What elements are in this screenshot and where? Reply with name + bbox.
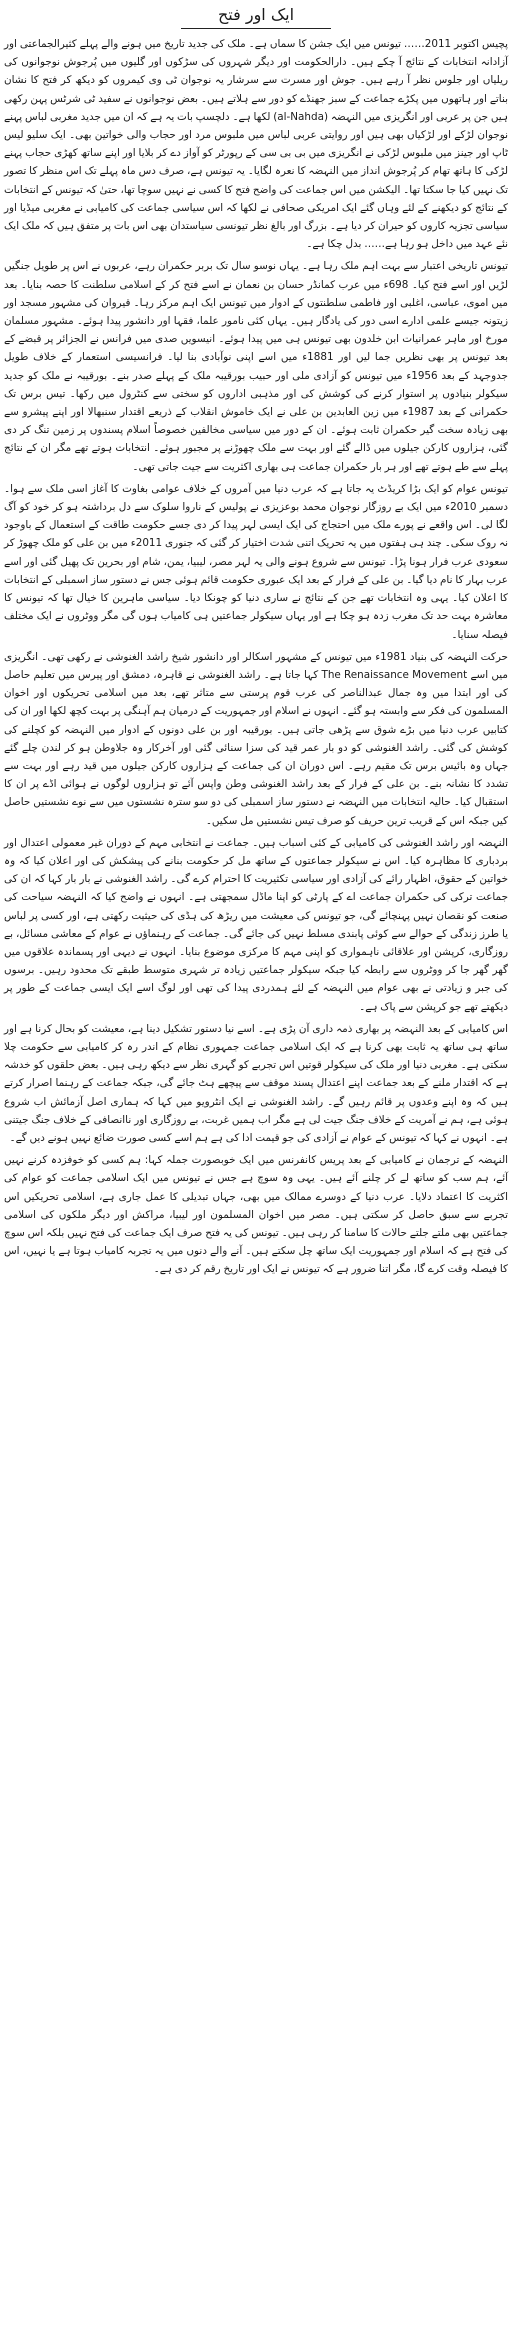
paragraph-4: حرکت النہضہ کی بنیاد 1981ء میں تیونس کے مشہور اسکالر اور دانشور شیخ راشد الغنوشی نے رکھی تھی۔ انگریزی میں اسے The Renaissance Movement کہا جاتا ہے۔ راشد الغنوشی نے قاہرہ، دمشق اور پیرس میں تعلیم حاصل کی اور ابتدا میں وہ جمال عبدالناصر کی عرب قوم پرستی سے متاثر تھے، بعد میں اسلامی تحریکوں اور اخوان المسلمون کی فکر سے وابستہ ہو گئے۔ انہوں نے اسلام اور جمہوریت کے درمیان ہم آہنگی پر بہت کچھ لکھا اور ان کی کتابیں عرب دنیا میں بڑے شوق سے پڑھی جاتی ہیں۔ بورقیبہ اور بن علی دونوں کے ادوار میں النہضہ کو کچلنے کی کوشش کی گئی۔ راشد الغنوشی کو دو بار عمر قید کی سزا سنائی گئی اور آخرکار وہ جلاوطن ہو کر لندن چلے گئے جہاں وہ بائیس برس تک مقیم رہے۔ اس دوران ان کی جماعت کے ہزاروں کارکن جیلوں میں قید رہے اور بہت سے تشدد کا نشانہ بنے۔ بن علی کے فرار کے بعد راشد الغنوشی وطن واپس آئے تو ہزاروں لوگوں نے ہوائی اڈے پر ان کا استقبال کیا۔ حالیہ انتخابات میں النہضہ نے دستور ساز اسمبلی کی دو سو سترہ نشستوں میں سے نوے نشستیں حاصل کیں جبکہ اس کے قریب ترین حریف کو صرف تیس نشستیں مل سکیں۔ [4, 650, 508, 827]
paragraph-2: تیونس تاریخی اعتبار سے بہت اہم ملک رہا ہے۔ یہاں نوسو سال تک بربر حکمران رہے، عربوں نے اس پر طویل جنگیں لڑیں اور اسے فتح کیا۔ 698ء میں عرب کمانڈر حسان بن نعمان نے اسے فتح کر کے اسلامی سلطنت کا حصہ بنایا۔ بعد میں اموی، عباسی، اغلبی اور فاطمی سلطنتوں کے ادوار میں تیونس ایک اہم مرکز رہا۔ قیروان کی مشہور مسجد اور زیتونہ جیسے علمی ادارے اسی دور کی یادگار ہیں۔ یہاں کئی نامور علما، فقہا اور دانشور پیدا ہوئے۔ مشہور مسلمان مورخ اور ماہر عمرانیات ابن خلدون بھی تیونس ہی میں پیدا ہوئے۔ انیسویں صدی میں فرانس نے الجزائر پر قبضے کے بعد تیونس پر بھی نظریں جما لیں اور 1881ء میں اسے اپنی نوآبادی بنا لیا۔ فرانسیسی استعمار کے خلاف طویل جدوجہد کے بعد 1956ء میں تیونس کو آزادی ملی اور حبیب بورقیبہ ملک کے پہلے صدر بنے۔ بورقیبہ نے ملک کو جدید سیکولر بنیادوں پر استوار کرنے کی کوشش کی اور مذہبی اداروں کو سختی سے کنٹرول میں رکھا۔ تیس برس تک حکمرانی کے بعد 1987ء میں زین العابدین بن علی نے ایک خاموش انقلاب کے ذریعے اقتدار سنبھالا اور اپنے پیشرو سے بھی زیادہ سخت گیر حکمران ثابت ہوئے۔ ان کے دور میں سیاسی مخالفین خصوصاً اسلام پسندوں پر زمین تنگ کر دی گئی، ہزاروں کارکن جیلوں میں ڈالے گئے اور بہت سے ملک چھوڑنے پر مجبور ہوئے۔ انتخابات ہوتے تھے مگر ان کے نتائج پہلے سے طے ہوتے تھے اور ہر بار حکمران جماعت ہی بھاری اکثریت سے جیت جاتی تھی۔ [4, 260, 509, 473]
article-title: ایک اور فتح [217, 5, 295, 24]
article-body [4, 35, 508, 1279]
paragraph-3: تیونس عوام کو ایک بڑا کریڈٹ یہ جاتا ہے کہ عرب دنیا میں آمروں کے خلاف عوامی بغاوت کا آغاز اسی ملک سے ہوا۔ دسمبر 2010ء میں ایک بے روزگار نوجوان محمد بوعزیزی نے پولیس کے ناروا سلوک سے دل برداشتہ ہو کر خود کو آگ لگا لی۔ اس واقعے نے پورے ملک میں احتجاج کی ایک ایسی لہر پیدا کر دی جسے حکومت طاقت کے استعمال کے باوجود نہ روک سکی۔ چند ہی ہفتوں میں یہ تحریک اتنی شدت اختیار کر گئی کہ جنوری 2011ء میں بن علی کو ملک چھوڑ کر سعودی عرب فرار ہونا پڑا۔ تیونس سے شروع ہونے والی یہ لہر مصر، لیبیا، یمن، شام اور بحرین تک پھیل گئی اور اسے عرب بہار کا نام دیا گیا۔ بن علی کے فرار کے بعد ایک عبوری حکومت قائم ہوئی جس نے دستور ساز اسمبلی کے انتخابات کا اعلان کیا۔ یہی وہ انتخابات تھے جن کے نتائج نے ساری دنیا کو چونکا دیا۔ سیاسی ماہرین کا خیال تھا کہ تیونس کا معاشرہ بہت حد تک مغرب زدہ ہو چکا ہے اور یہاں سیکولر جماعتیں ہی کامیاب ہوں گی مگر ووٹروں نے ایک مختلف فیصلہ سنایا۔ [4, 482, 508, 641]
paragraph-5: النہضہ اور راشد الغنوشی کی کامیابی کے کئی اسباب ہیں۔ جماعت نے انتخابی مہم کے دوران غیر معمولی اعتدال اور بردباری کا مظاہرہ کیا۔ اس نے سیکولر جماعتوں کے ساتھ مل کر حکومت بنانے کی پیشکش کی اور اعلان کیا کہ وہ خواتین کے حقوق، اظہار رائے کی آزادی اور سیاسی تکثیریت کا احترام کرے گی۔ راشد الغنوشی نے بار بار کہا کہ ان کی جماعت ترکی کی حکمران جماعت اے کے پارٹی کو اپنا ماڈل سمجھتی ہے۔ انہوں نے واضح کیا کہ النہضہ سیاحت کی صنعت کو نقصان نہیں پہنچائے گی، جو تیونس کی معیشت میں ریڑھ کی ہڈی کی حیثیت رکھتی ہے، اور کسی پر لباس یا طرز زندگی کے حوالے سے کوئی پابندی مسلط نہیں کی جائے گی۔ جماعت کے رہنماؤں نے عوام کے معاشی مسائل، بے روزگاری، کرپشن اور علاقائی ناہمواری کو اپنی مہم کا مرکزی موضوع بنایا۔ انہوں نے دیہی اور پسماندہ علاقوں میں گھر گھر جا کر ووٹروں سے رابطہ کیا جبکہ سیکولر جماعتیں زیادہ تر شہری متوسط طبقے تک محدود رہیں۔ برسوں کی جبر و زیادتی نے بھی عوام میں النہضہ کے لئے ہمدردی پیدا کی تھی اور لوگ اسے ایک ایسی جماعت کے طور پر دیکھتے تھے جو کرپشن سے پاک ہے۔ [4, 836, 508, 1013]
paragraph-1: پچیس اکتوبر 2011…… تیونس میں ایک جشن کا سماں ہے۔ ملک کی جدید تاریخ میں ہونے والے پہلے کثیرالجماعتی اور آزادانہ انتخابات کے نتائج آ چکے ہیں۔ دارالحکومت اور دیگر شہروں کی سڑکوں اور گلیوں میں پُرجوش نوجوانوں کی ریلیاں اور جلوس نظر آ رہے ہیں۔ جوش اور مسرت سے سرشار یہ نوجوان ٹی وی کیمروں کو دیکھ کر فتح کا نشان بناتے اور ہاتھوں میں پکڑے جماعت کے سبز جھنڈے کو دور سے ہلاتے ہیں۔ بعض نوجوانوں نے سفید ٹی شرٹس پہن رکھی ہیں جن پر عربی اور انگریزی میں النہضہ (al-Nahda) لکھا ہے۔ دلچسپ بات یہ ہے کہ ان میں جدید مغربی لباس پہنے نوجوان لڑکے اور لڑکیاں بھی ہیں اور روایتی عربی لباس میں ملبوس مرد اور حجاب والی خواتین بھی۔ ایک سلیو لیس ٹاپ اور جینز میں ملبوس لڑکی نے انگریزی میں بی بی سی کے رپورٹر کو آواز دے کر بلایا اور اپنے ساتھ کھڑی حجاب پہنے لڑکی کا ہاتھ تھام کر پُرجوش انداز میں النہضہ کا نعرہ لگایا۔ یہ تیونس ہے، صرف دس ماہ پہلے تک اس منظر کا تصور تک نہیں کیا جا سکتا تھا۔ الیکشن میں اس جماعت کی واضح فتح کا کسی نے نہیں سوچا تھا، حتیٰ کہ تیونس کے انتخابات کے نتائج کو دیکھنے کے لئے وہاں گئے ایک امریکی صحافی نے لکھا کہ اس سیاسی جماعت کی کامیابی نے مغربی میڈیا اور سیاسی تجزیہ کاروں کو حیران کر دیا ہے۔ بزرگ اور بالغ نظر تیونسی سیاستدان بھی اس بات پر متفق ہیں کہ ملک ایک نئے عہد میں داخل ہو رہا ہے…… بدل چکا ہے۔ [4, 38, 508, 251]
paragraph-6: اس کامیابی کے بعد النہضہ پر بھاری ذمہ داری آن پڑی ہے۔ اسے نیا دستور تشکیل دینا ہے، معیشت کو بحال کرنا ہے اور ساتھ ہی ساتھ یہ ثابت بھی کرنا ہے کہ ایک اسلامی جماعت جمہوری نظام کے اندر رہ کر کامیابی سے حکومت چلا سکتی ہے۔ مغربی دنیا اور ملک کی سیکولر قوتیں اس تجربے کو گہری نظر سے دیکھ رہی ہیں۔ بعض حلقوں کو خدشہ ہے کہ اقتدار ملنے کے بعد جماعت اپنے اعتدال پسند موقف سے پیچھے ہٹ جائے گی، جبکہ جماعت کے رہنما اصرار کرتے ہیں کہ وہ اپنے وعدوں پر قائم رہیں گے۔ راشد الغنوشی نے ایک انٹرویو میں کہا کہ ہماری اصل آزمائش اب شروع ہوئی ہے، ہم نے آمریت کے خلاف جنگ جیت لی ہے مگر اب ہمیں غربت، بے روزگاری اور ناانصافی کے خلاف جنگ جیتنی ہے۔ انہوں نے کہا کہ تیونس کے عوام نے آزادی کی جو قیمت ادا کی ہے ہم اسے کسی صورت ضائع نہیں ہونے دیں گے۔ [4, 1022, 508, 1144]
title-underline [181, 28, 331, 29]
paragraph-7: النہضہ کے ترجمان نے کامیابی کے بعد پریس کانفرنس میں ایک خوبصورت جملہ کہا: ہم کسی کو خوفزدہ کرنے نہیں آئے، ہم سب کو ساتھ لے کر چلنے آئے ہیں۔ یہی وہ سوچ ہے جس نے تیونس میں ایک اسلامی جماعت کو عوام کی اکثریت کا اعتماد دلایا۔ عرب دنیا کے دوسرے ممالک میں بھی، جہاں تبدیلی کا عمل جاری ہے، اسلامی تحریکیں اس تجربے سے سبق حاصل کر سکتی ہیں۔ مصر میں اخوان المسلمون اور لیبیا، مراکش اور دیگر ملکوں کی اسلامی جماعتیں بھی ملتے جلتے حالات کا سامنا کر رہی ہیں۔ تیونس کی یہ فتح صرف ایک جماعت کی فتح نہیں بلکہ اس سوچ کی فتح ہے کہ اسلام اور جمہوریت ایک ساتھ چل سکتے ہیں۔ آنے والے دنوں میں یہ تجربہ کامیاب ہوتا ہے یا نہیں، اس کا فیصلہ وقت کرے گا، مگر اتنا ضرور ہے کہ تیونس نے ایک اور تاریخ رقم کر دی ہے۔ [4, 1154, 508, 1276]
